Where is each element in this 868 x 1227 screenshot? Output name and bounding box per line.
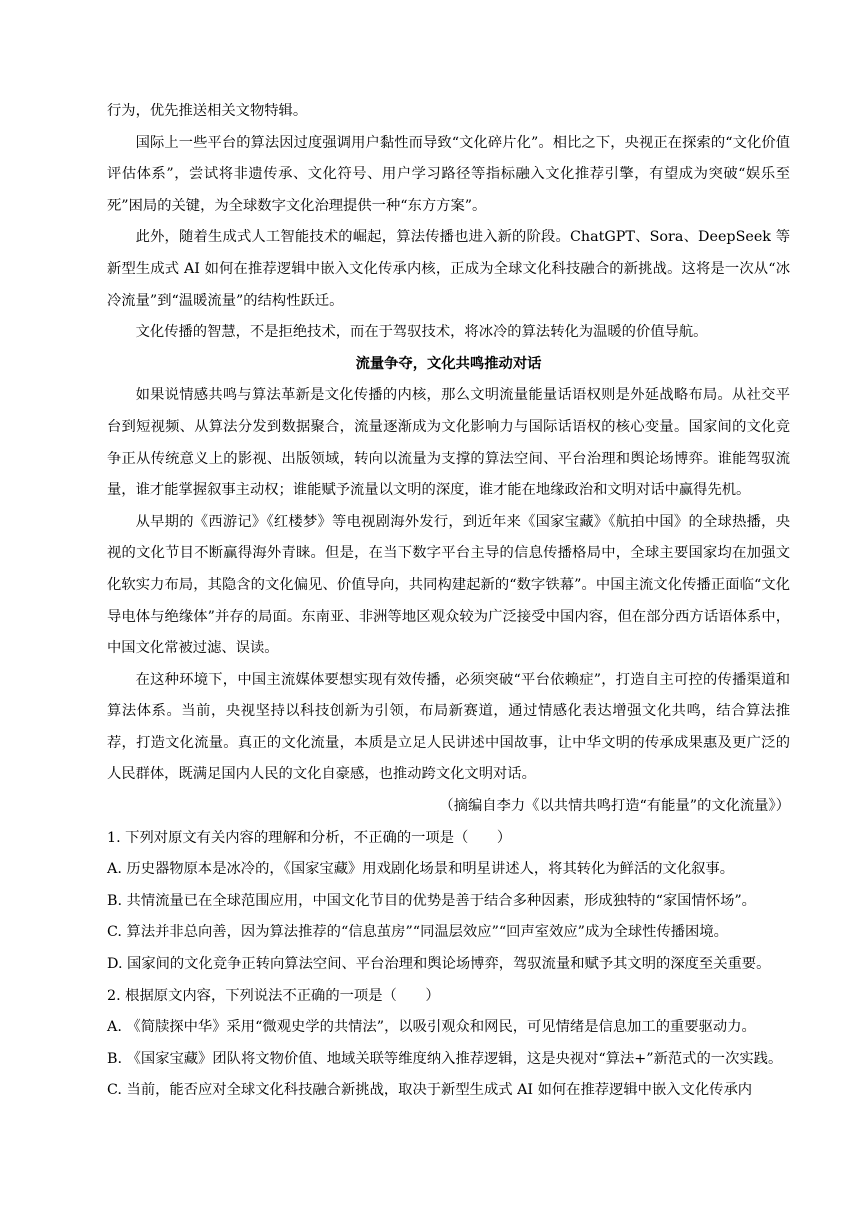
paragraph-1: 国际上一些平台的算法因过度强调用户黏性而导致“文化碎片化”。相比之下，央视正在探索的“文化价值评估体系”，尝试将非遗传承、文化符号、用户学习路径等指标融入文化推荐引擎，有望成为突破“娱乐至死”困局的关键，为全球数字文化治理提供一种“东方方案”。 [107,134,790,214]
question-stem: 2. 根据原文内容，下列说法不正确的一项是（ ） [107,987,440,1004]
paragraph-3: 文化传播的智慧，不是拒绝技术，而在于驾驭技术，将冰冷的算法转化为温暖的价值导航。 [135,324,708,341]
paragraph-4: 如果说情感共鸣与算法革新是文化传播的内核，那么文明流量能量话语权则是外延战略布局。从社交平台到短视频、从算法分发到数据聚合，流量逐渐成为文化影响力与国际话语权的核心变量。国家间的文化竞争正从传统意义上的影视、出版领域，转向以流量为支撑的算法空间、平台治理和舆论场博弈。谁能驾驭流量，谁才能掌握叙事主动权；谁能赋予流量以文明的深度，谁才能在地缘政治和文明对话中赢得先机。 [107,387,790,499]
paragraph-6: 在这种环境下，中国主流媒体要想实现有效传播，必须突破“平台依赖症”，打造自主可控的传播渠道和算法体系。当前，央视坚持以科技创新为引领，布局新赛道，通过情感化表达增强文化共鸣，结合算法推荐，打造文化流量。真正的文化流量，本质是立足人民讲述中国故事，让中华文明的传承成果惠及更广泛的人民群体，既满足国内人民的文化自豪感，也推动跨文化文明对话。 [107,671,790,783]
document-page [107,96,790,1107]
source-citation: （摘编自李力《以共情共鸣打造“有能量”的文化流量》） [439,798,790,815]
section-title: 流量争夺，文化共鸣推动对话 [355,355,542,372]
paragraph-continued: 行为，优先推送相关文物特辑。 [107,103,308,119]
paragraph-5: 从早期的《西游记》《红楼梦》等电视剧海外发行，到近年来《国家宝藏》《航拍中国》的全球热播，央视的文化节目不断赢得海外青睐。但是，在当下数字平台主导的信息传播格局中，全球主要国家均在加强文化软实力布局，其隐含的文化偏见、价值导向，共同构建起新的“数字铁幕”。中国主流文化传播正面临“文化导电体与绝缘体”并存的局面。东南亚、非洲等地区观众较为广泛接受中国内容，但在部分西方话语体系中，中国文化常被过滤、误读。 [107,513,790,657]
question-1 [107,823,790,981]
option-a: A. 《简牍探中华》采用“微观史学的共情法”，以吸引观众和网民，可见情绪是信息加工的重要驱动力。 [107,1019,756,1036]
option-a: A. 历史器物原本是冰冷的，《国家宝藏》用戏剧化场景和明星讲述人，将其转化为鲜活的文化叙事。 [107,861,735,878]
option-c: C. 算法并非总向善，因为算法推荐的“信息茧房”“同温层效应”“回声室效应”成为全球性传播困境。 [107,924,728,941]
question-2 [107,981,790,1107]
question-stem: 1. 下列对原文有关内容的理解和分析，不正确的一项是（ ） [107,829,512,846]
option-b: B. 《国家宝藏》团队将文物价值、地域关联等维度纳入推荐逻辑，这是央视对“算法+”新范式的一次实践。 [107,1050,783,1067]
option-c: C. 当前，能否应对全球文化科技融合新挑战，取决于新型生成式 AI 如何在推荐逻辑中嵌入文化传承内 [107,1082,753,1099]
option-b: B. 共情流量已在全球范围应用，中国文化节目的优势是善于结合多种因素，形成独特的“家国情怀场”。 [107,892,756,909]
option-d: D. 国家间的文化竞争正转向算法空间、平台治理和舆论场博弈，驾驭流量和赋予其文明的深度至关重要。 [107,956,771,973]
paragraph-2: 此外，随着生成式人工智能技术的崛起，算法传播也进入新的阶段。ChatGPT、Sora、DeepSeek 等新型生成式 AI 如何在推荐逻辑中嵌入文化传承内核，正成为全球文化科技融合的新挑战。这将是一次从“冰冷流量”到“温暖流量”的结构性跃迁。 [107,229,790,309]
